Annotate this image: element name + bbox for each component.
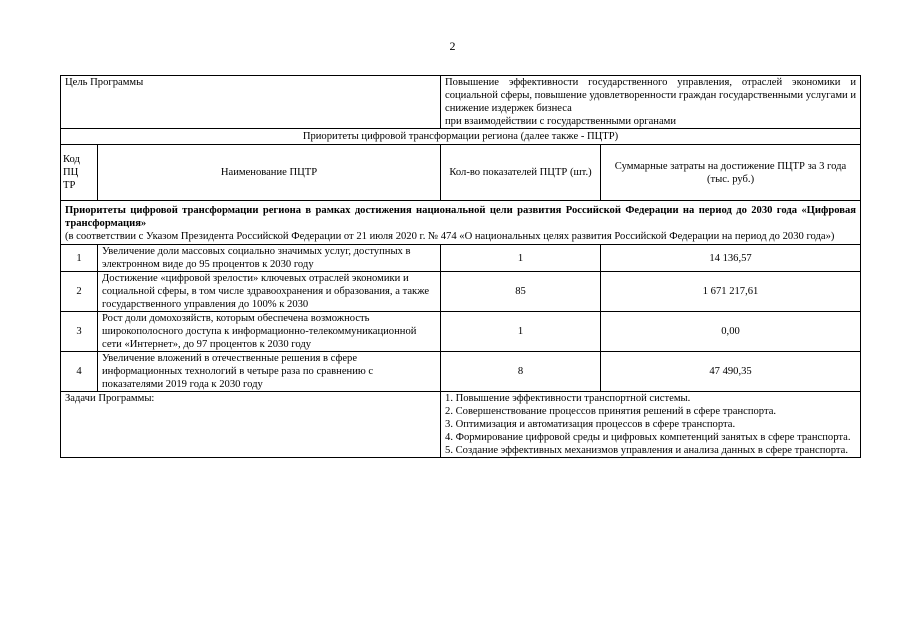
task-item: 2. Совершенствование процессов принятия решений в сфере транспорта. [445,406,777,417]
section-row [61,201,861,245]
row-name: Достижение «цифровой зрелости» ключевых отраслей экономики и социальной сферы, в том числе здравоохранения и образования, а также государственного управления до 100% к 2030 [98,272,441,312]
task-item: 5. Создание эффективных механизмов управления и анализа данных в сфере транспорта. [445,445,848,456]
row-code: 1 [61,245,98,272]
row-code: 2 [61,272,98,312]
header-row [61,145,861,201]
row-name: Увеличение вложений в отечественные решения в сфере информационных технологий в четыре раза по сравнению с показателями 2019 года к 2030 году [98,352,441,392]
row-code: 4 [61,352,98,392]
table-row [61,312,861,352]
row-cost: 0,00 [601,312,861,352]
program-passport-table [60,75,861,458]
goal-label: Цель Программы [61,76,441,129]
goal-text: Повышение эффективности государственного управления, отраслей экономики и социальной сферы, повышение удовлетворенности граждан государственными услугами и снижение издержек бизнеса [445,77,857,114]
header-code-line1: Код [63,154,80,165]
row-count: 1 [441,245,601,272]
section-heading: Приоритеты цифровой трансформации региона в рамках достижения национальной цели развития Российской Федерации на период до 2030 года «Цифровая трансформация» [65,205,857,229]
section-cell [61,201,861,245]
tasks-label: Задачи Программы: [61,392,441,458]
section-note: (в соответствии с Указом Президента Российской Федерации от 21 июля 2020 г. № 474 «О национальных целях развития Российской Федерации на период до 2030 года») [65,231,835,242]
row-cost: 1 671 217,61 [601,272,861,312]
task-item: 1. Повышение эффективности транспортной системы. [445,393,691,404]
header-cost: Суммарные затраты на достижение ПЦТР за 3 года (тыс. руб.) [601,145,861,201]
priorities-title-row [61,129,861,145]
header-code-line2: ПЦ [63,167,79,178]
row-count: 1 [441,312,601,352]
row-cost: 47 490,35 [601,352,861,392]
table-row [61,272,861,312]
goal-text-cell [441,76,861,129]
header-name: Наименование ПЦТР [98,145,441,201]
tasks-row [61,392,861,458]
table-row [61,245,861,272]
header-code-line3: ТР [63,180,76,191]
row-code: 3 [61,312,98,352]
task-item: 3. Оптимизация и автоматизация процессов в сфере транспорта. [445,419,736,430]
row-name: Увеличение доли массовых социально значимых услуг, доступных в электронном виде до 95 процентов к 2030 году [98,245,441,272]
page-number: 2 [449,39,456,53]
header-code [61,145,98,201]
goal-text-continuation: при взаимодействии с государственными органами [445,116,677,127]
row-cost: 14 136,57 [601,245,861,272]
row-count: 8 [441,352,601,392]
priorities-title: Приоритеты цифровой трансформации региона (далее также - ПЦТР) [61,129,861,145]
task-item: 4. Формирование цифровой среды и цифровых компетенций занятых в сфере транспорта. [445,432,851,443]
table-row [61,352,861,392]
tasks-list [441,392,861,458]
row-count: 85 [441,272,601,312]
header-count: Кол-во показателей ПЦТР (шт.) [441,145,601,201]
row-name: Рост доли домохозяйств, которым обеспечена возможность широкополосного доступа к информационно-телекоммуникационной сети «Интернет», до 97 процентов к 2030 году [98,312,441,352]
goal-row [61,76,861,129]
